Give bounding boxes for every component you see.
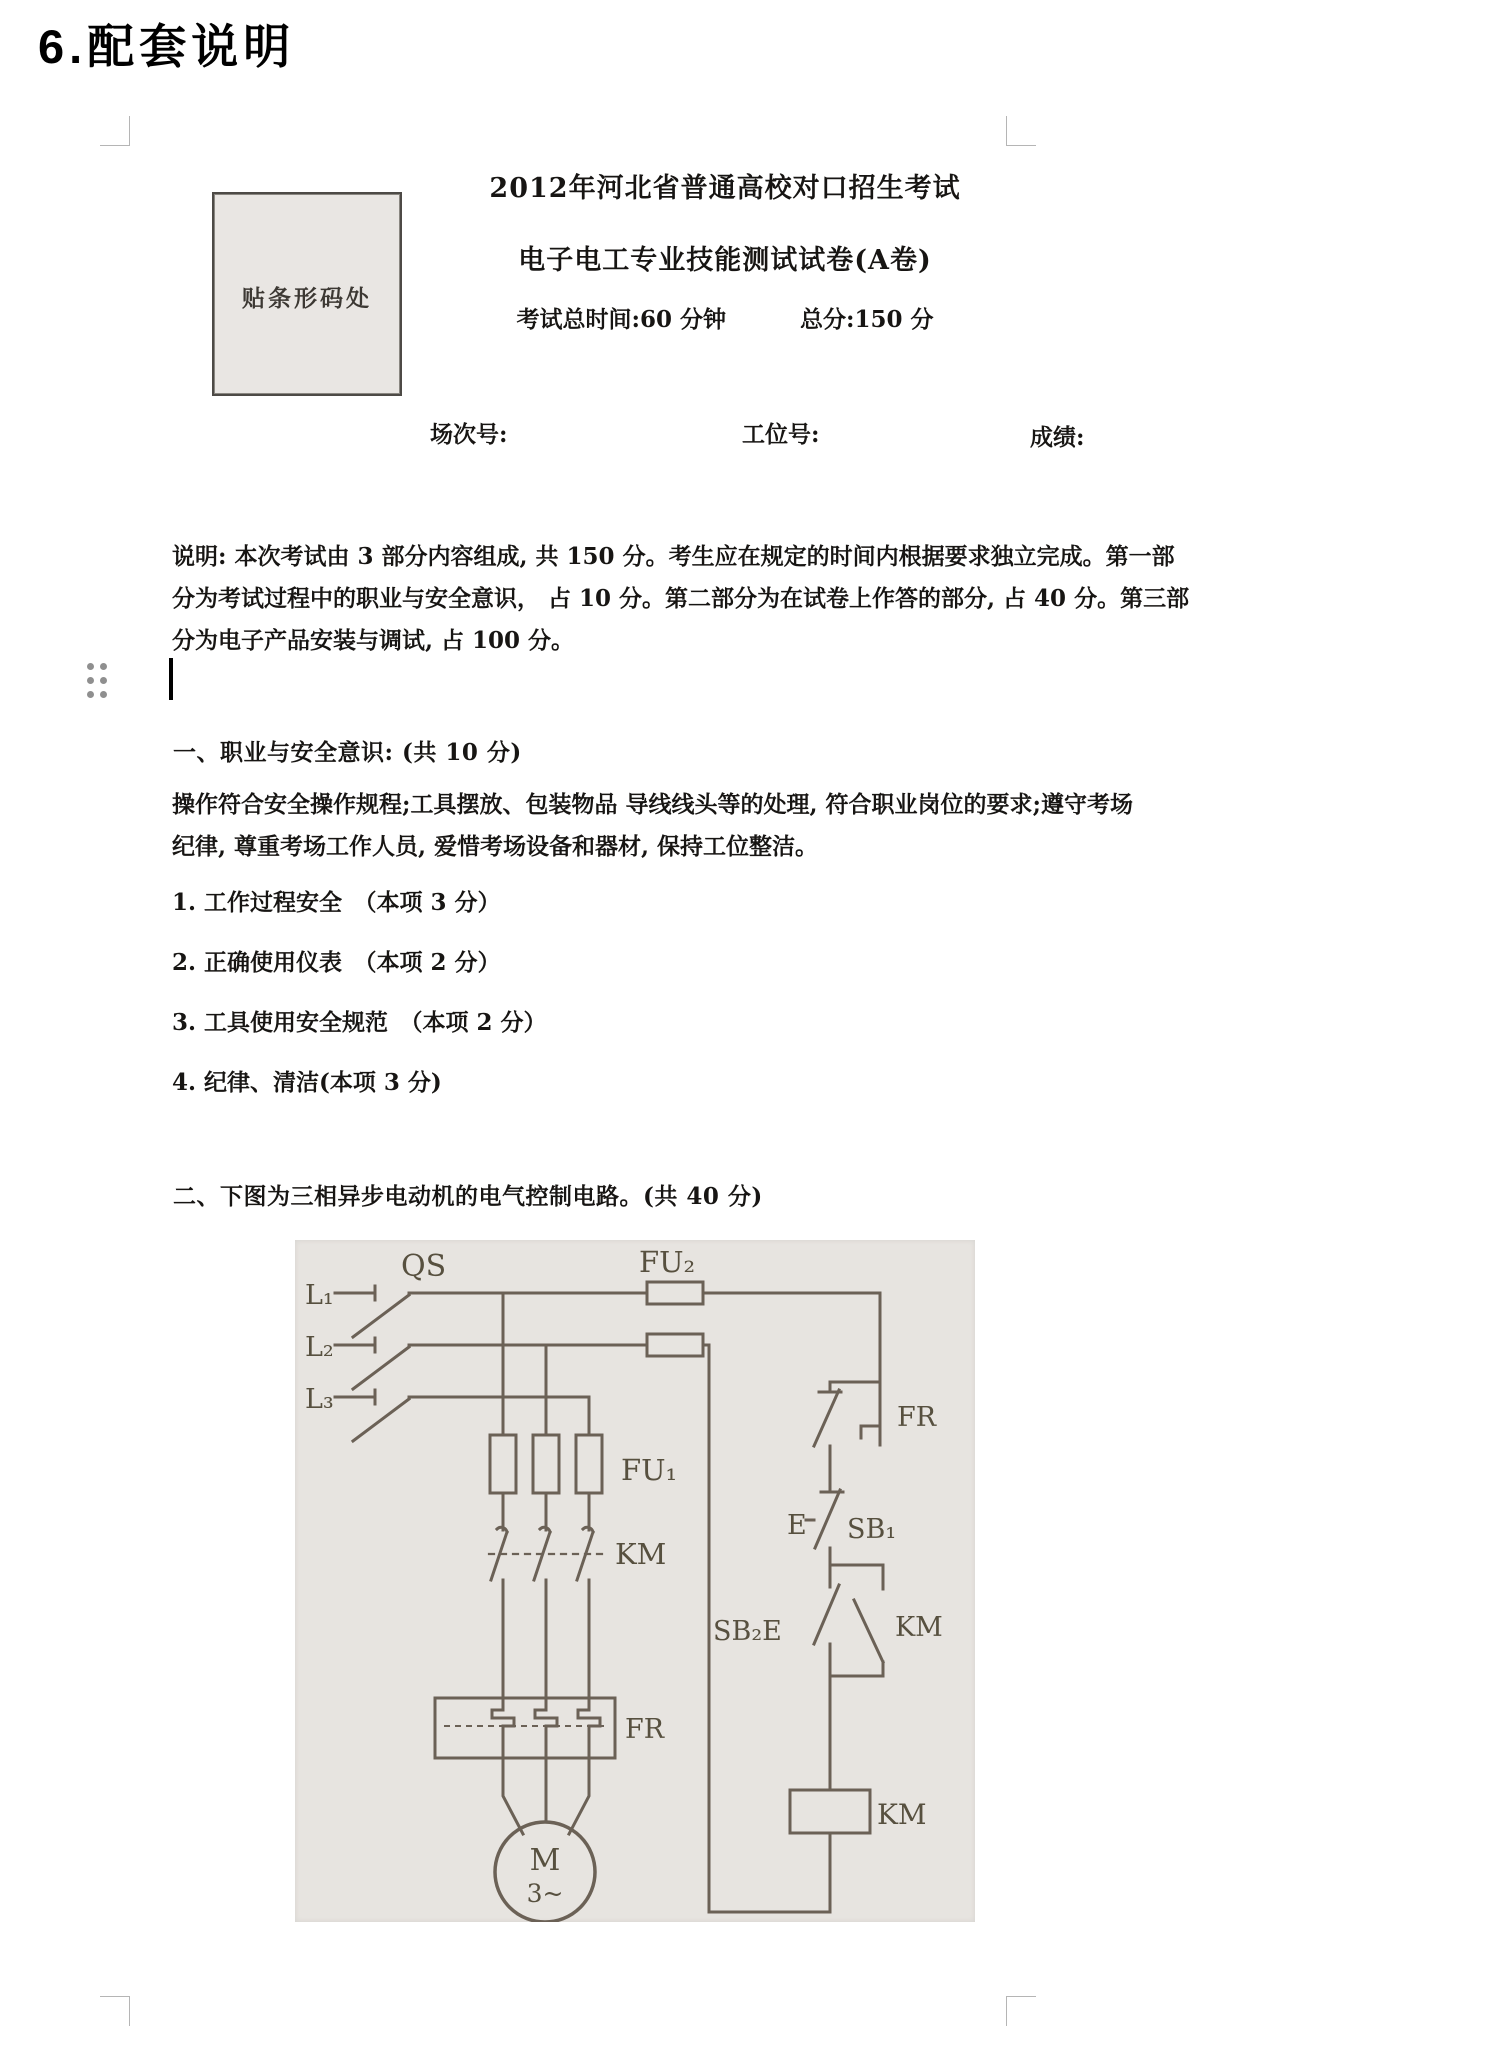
fuse-fu2-2 [647, 1334, 703, 1356]
section1-item-3: 3. 工具使用安全规范 （本项 2 分） [172, 1009, 547, 1036]
label-fr-contact: FR [897, 1402, 937, 1433]
field-station-label: 工位号: [742, 421, 820, 448]
section1-item-4: 4. 纪律、清洁(本项 3 分) [172, 1069, 442, 1096]
exam-meta-row [375, 301, 1075, 334]
wire-junction-bottom [830, 1676, 883, 1790]
label-l2: L₂ [305, 1332, 334, 1363]
label-sb1: SB₁ [847, 1514, 897, 1545]
exam-total-score: 总分:150 分 [800, 306, 934, 333]
label-qs: QS [401, 1249, 447, 1284]
page-title: 6.配套说明 [38, 20, 296, 73]
km-coil [790, 1790, 870, 1833]
sb1-stop-button [806, 1446, 843, 1548]
label-fu1: FU₁ [621, 1453, 678, 1487]
label-sb1-actuator: E [787, 1510, 807, 1541]
wire-l3 [335, 1390, 589, 1441]
wire-l1 [335, 1286, 647, 1337]
instructions-line-2: 分为考试过程中的职业与安全意识， 占 10 分。第二部分为在试卷上作答的部分, 占 40 分。第三部 [172, 585, 1190, 612]
label-l3: L₃ [305, 1384, 334, 1415]
field-session-label: 场次号: [430, 421, 508, 448]
barcode-box-label: 贴条形码处 [242, 285, 372, 312]
field-score-label: 成绩: [1030, 424, 1085, 451]
fuse-fu1-1 [490, 1435, 516, 1493]
fr-nc-contact [814, 1382, 880, 1446]
wire-to-fr [503, 1580, 589, 1710]
wire-below-fu1 [503, 1493, 589, 1530]
wire-to-motor [503, 1726, 589, 1834]
label-motor-type: 3~ [526, 1879, 564, 1908]
circuit-diagram [295, 1240, 975, 1922]
fuse-fu1-3 [576, 1435, 602, 1493]
km-aux-contact [854, 1565, 883, 1676]
drag-handle-icon[interactable] [84, 659, 110, 701]
cropmark-bottom-right-icon [1006, 1996, 1036, 2026]
label-fu2: FU₂ [639, 1245, 696, 1279]
cropmark-top-left-icon [100, 116, 130, 146]
wire-drops [503, 1293, 546, 1435]
label-km-coil: KM [877, 1798, 927, 1831]
wire-control-top [703, 1293, 880, 1382]
label-fr-heater: FR [625, 1714, 665, 1745]
label-motor: M [529, 1843, 561, 1878]
barcode-box [212, 192, 402, 396]
label-l1: L₁ [305, 1280, 334, 1311]
exam-total-time: 考试总时间:60 分钟 [516, 306, 726, 333]
wire-junction-top [830, 1548, 883, 1565]
fuse-fu2-1 [647, 1282, 703, 1304]
instructions-line-3: 分为电子产品安装与调试, 占 100 分。 [172, 627, 575, 654]
section1-body-line-2: 纪律, 尊重考场工作人员, 爱惜考场设备和器材, 保持工位整洁。 [172, 833, 819, 860]
exam-title-line2: 电子电工专业技能测试试卷(A卷) [518, 245, 932, 276]
fuse-fu1-2 [533, 1435, 559, 1493]
section2-heading: 二、下图为三相异步电动机的电气控制电路。(共 40 分) [173, 1183, 763, 1210]
section1-item-1: 1. 工作过程安全 （本项 3 分） [172, 889, 501, 916]
label-km-aux: KM [895, 1612, 943, 1643]
exam-title-line1: 2012年河北省普通高校对口招生考试 [489, 173, 961, 204]
instructions-line-1: 本次考试由 3 部分内容组成, 共 150 分。考生应在规定的时间内根据要求独立完成。第一部 [226, 543, 1175, 570]
section1-heading: 一、职业与安全意识: (共 10 分) [173, 739, 522, 766]
cropmark-bottom-left-icon [100, 1996, 130, 2026]
section1-item-2: 2. 正确使用仪表 （本项 2 分） [172, 949, 501, 976]
label-sb2: SB₂E [713, 1616, 782, 1647]
section1-body-line-1: 操作符合安全操作规程;工具摆放、包装物品 导线线头等的处理, 符合职业岗位的要求;遵守考场 [172, 791, 1134, 818]
instructions-label: 说明: [172, 543, 227, 570]
wire-l2 [335, 1338, 647, 1389]
label-km-main: KM [615, 1537, 667, 1571]
fr-heater-elements [492, 1710, 600, 1726]
sb2-start-button [814, 1565, 839, 1676]
exam-instructions [172, 536, 1190, 662]
section1-body [172, 784, 1134, 868]
